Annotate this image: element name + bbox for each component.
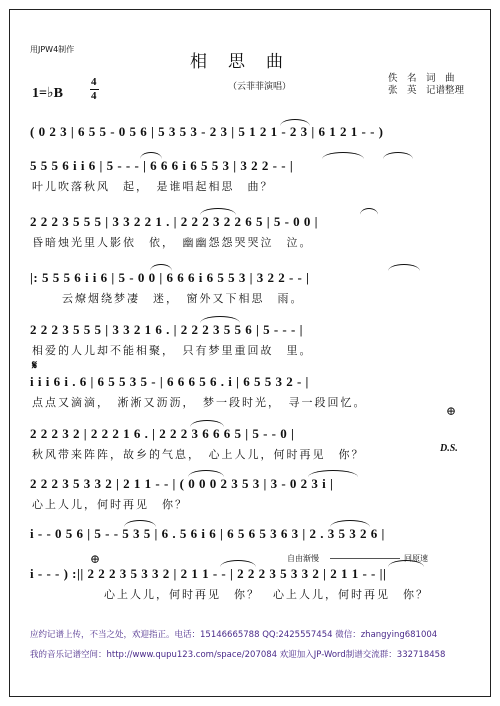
slur <box>280 119 310 126</box>
footer-website: 我的音乐记谱空间：http://www.qupu123.com/space/207084 欢迎加入JP-Word制谱交流群：332718458 <box>30 650 446 660</box>
slur <box>190 420 224 427</box>
slur <box>388 560 424 567</box>
time-signature-bottom: 4 <box>91 90 97 102</box>
slur <box>383 152 413 159</box>
notation-line-7: 2 2 2 3 2 | 2 2 2 1 6 . | 2 2 2 3 6 6 6 5 | 5 - - 0 | <box>30 426 295 441</box>
credits-lyricist: 佚 名 词 曲 <box>388 73 455 84</box>
lyrics-line-6: 点点又滴滴， 淅淅又沥沥， 梦一段时光， 寻一段回忆。 <box>32 396 367 409</box>
dal-segno-mark: D.S. <box>440 443 458 454</box>
slur <box>124 520 156 527</box>
ritardando-line <box>330 558 400 559</box>
slur <box>308 470 358 477</box>
lyrics-line-5: 相爱的人儿却不能相聚， 只有梦里重回故 里。 <box>32 344 313 357</box>
slur <box>200 208 236 215</box>
slur <box>360 208 378 215</box>
footer-contact: 应约记谱上传，不当之处，欢迎指正。电话：15146665788 QQ:2425557454 微信：zhangying681004 <box>30 630 438 640</box>
slur <box>140 152 162 159</box>
a-tempo-mark: 回原速 <box>404 554 428 563</box>
coda-sign: ⊕ <box>90 552 101 566</box>
slur <box>220 560 256 567</box>
notation-line-10: i - - - ) :|| 2 2 2 3 5 3 3 2 | 2 1 1 - - | 2 2 2 3 5 3 3 2 | 2 1 1 - - || <box>30 566 387 581</box>
notation-line-6: i i i 6 i . 6 | 6 5 5 3 5 - | 6 6 6 5 6 . i | 6 5 5 3 2 - | <box>30 374 309 389</box>
notation-line-4: |: 5 5 5 6 i i 6 | 5 - 0 0 | 6 6 6 i 6 5 5 3 | 3 2 2 - - | <box>30 270 310 285</box>
segno-sign: 𝄋 <box>32 358 38 372</box>
lyrics-line-2: 叶儿吹落秋风 起， 是谁唱起相思 曲？ <box>32 180 274 193</box>
notation-line-3: 2 2 2 3 5 5 5 | 3 3 2 2 1 . | 2 2 2 3 2 2 6 5 | 5 - 0 0 | <box>30 214 319 229</box>
lyrics-line-10: 心上人儿，何时再见 你？ 心上人儿，何时再见 你？ <box>104 588 429 601</box>
ritardando-mark: 自由渐慢 <box>287 554 319 563</box>
key-signature: 1=♭B <box>32 86 63 101</box>
song-title: 相 思 曲 <box>190 52 285 71</box>
notation-line-8: 2 2 2 3 5 3 3 2 | 2 1 1 - - | ( 0 0 0 2 3 5 3 | 3 - 0 2 3 i | <box>30 476 334 491</box>
watermark: 用JPW4制作 <box>30 45 75 54</box>
slur <box>200 316 240 323</box>
time-signature-top: 4 <box>91 76 97 88</box>
slur <box>322 152 364 159</box>
lyrics-line-7: 秋风带来阵阵，故乡的气息， 心上人儿，何时再见 你？ <box>32 448 365 461</box>
slur <box>330 520 370 527</box>
lyrics-line-8: 心上人儿，何时再见 你？ <box>32 498 188 511</box>
notation-line-1: ( 0 2 3 | 6 5 5 - 0 5 6 | 5 3 5 3 - 2 3 | 5 1 2 1 - 2 3 | 6 1 2 1 - - ) <box>30 124 384 139</box>
notation-line-9: i - - 0 5 6 | 5 - - 5 3 5 | 6 . 5 6 i 6 | 6 5 6 5 3 6 3 | 2 . 3 5 3 2 6 | <box>30 526 385 541</box>
slur <box>150 264 172 271</box>
coda-sign: ⊕ <box>446 404 457 418</box>
singer-note: （云菲菲演唱） <box>228 81 292 91</box>
slur <box>188 470 224 477</box>
lyrics-line-3: 昏暗烛光里人影依 依， 幽幽怨怨哭哭泣 泣。 <box>32 236 313 249</box>
lyrics-line-4: 云燎烟绕梦凄 迷， 窗外又下相思 雨。 <box>62 292 304 305</box>
slur <box>388 264 420 271</box>
credits-arranger: 张 英 记谱整理 <box>388 85 465 96</box>
notation-line-5: 2 2 2 3 5 5 5 | 3 3 2 1 6 . | 2 2 2 3 5 5 6 | 5 - - - | <box>30 322 303 337</box>
notation-line-2: 5 5 5 6 i i 6 | 5 - - - | 6 6 6 i 6 5 5 3 | 3 2 2 - - | <box>30 158 294 173</box>
